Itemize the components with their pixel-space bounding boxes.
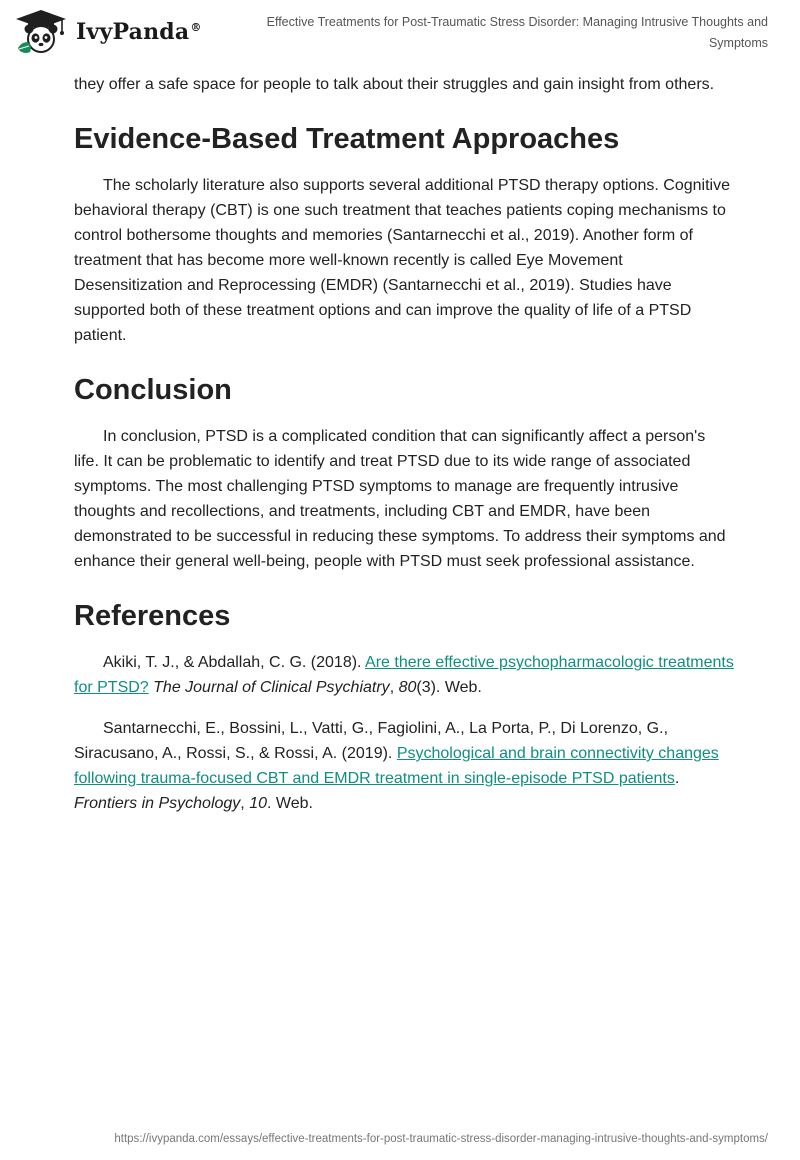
section-heading-conclusion: Conclusion <box>74 374 232 406</box>
paragraph-conclusion: In conclusion, PTSD is a complicated condition that can significantly affect a person's life. It can be problematic to identify and treat PTSD due to its wide range of associated symptoms. The most challenging PTSD symptoms to manage are frequently intrusive thoughts and recollections, and treatments, including CBT and EMDR, have been demonstrated to be successful in reducing these symptoms. To address their symptoms and enhance their general well-being, people with PTSD must seek professional assistance. <box>74 428 726 570</box>
ivypanda-logo[interactable] <box>14 8 214 56</box>
reference-item: Santarnecchi, E., Bossini, L., Vatti, G., Fagiolini, A., La Porta, P., Di Lorenzo, G., Siracusano, A., Rossi, S., & Rossi, A. (2019). Psychological and brain connectivity changes following trauma-focused CBT and EMDR treatment in single-episode PTSD patients. Frontiers in Psychology, 10. Web. <box>74 720 719 812</box>
reference-link[interactable]: Psychological and brain connectivity changes following trauma-focused CBT and EMDR treatment in single-episode PTSD patients <box>74 745 719 787</box>
section-heading-evidence: Evidence-Based Treatment Approaches <box>74 123 620 155</box>
reference-journal: Frontiers in Psychology <box>74 795 241 812</box>
references-heading: References <box>74 600 231 632</box>
logo-wordmark: IvyPanda® <box>76 19 202 45</box>
reference-volume: 10 <box>249 795 267 812</box>
essay-body <box>74 72 734 816</box>
page-header <box>0 0 800 64</box>
reference-authors: Akiki, T. J., & Abdallah, C. G. (2018). <box>103 654 366 671</box>
panda-graduate-icon <box>14 8 68 56</box>
reference-journal: The Journal of Clinical Psychiatry <box>153 679 390 696</box>
paragraph-evidence: The scholarly literature also supports several additional PTSD therapy options. Cognitive behavioral therapy (CBT) is one such treatment that teaches patients coping mechanisms to control bothersome thoughts and memories (Santarnecchi et al., 2019). Another form of treatment that has become more well-known recently is called Eye Movement Desensitization and Reprocessing (EMDR) (Santarnecchi et al., 2019). Studies have supported both of these treatment options and can improve the quality of life of a PTSD patient. <box>74 177 730 344</box>
reference-item: Akiki, T. J., & Abdallah, C. G. (2018). Are there effective psychopharmacologic treatments for PTSD? The Journal of Clinical Psychiatry, 80(3). Web. <box>74 654 734 696</box>
document-title: Effective Treatments for Post-Traumatic Stress Disorder: Managing Intrusive Thoughts and Symptoms <box>266 15 768 50</box>
paragraph-intro-tail: they offer a safe space for people to talk about their struggles and gain insight from others. <box>74 76 715 93</box>
reference-link[interactable]: Are there effective psychopharmacologic treatments for PTSD? <box>74 654 734 696</box>
reference-volume: 80 <box>398 679 417 696</box>
reference-authors: Santarnecchi, E., Bossini, L., Vatti, G., Fagiolini, A., La Porta, P., Di Lorenzo, G., Siracusano, A., Rossi, S., & Rossi, A. (2019). <box>74 720 669 762</box>
source-url[interactable]: https://ivypanda.com/essays/effective-treatments-for-post-traumatic-stress-disorder-managing-intrusive-thoughts-and-symptoms/ <box>114 1133 768 1145</box>
